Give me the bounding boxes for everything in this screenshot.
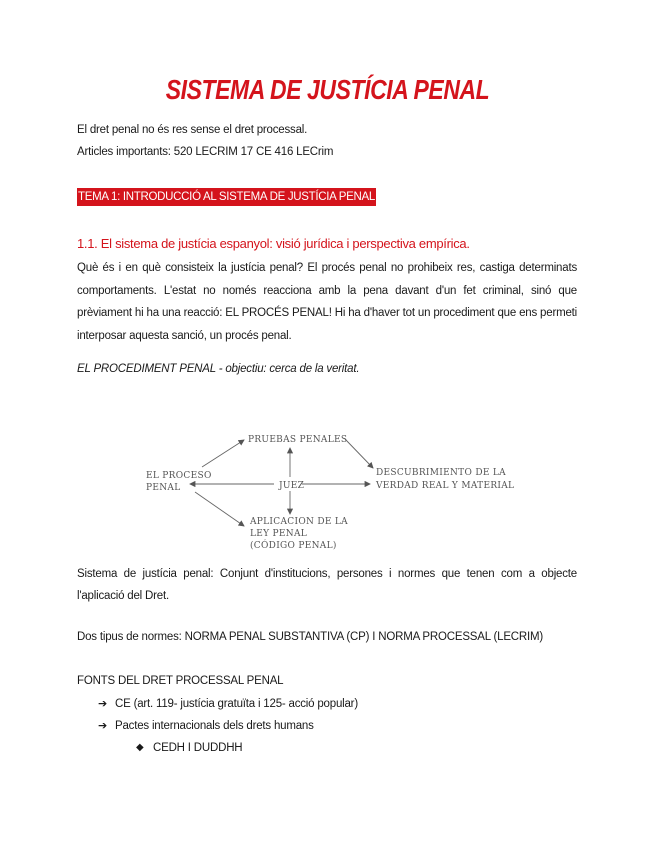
definition-paragraph: Sistema de justícia penal: Conjunt d'institucions, persones i normes que tenen com a objecte l'aplicació del Dret. — [77, 568, 577, 602]
label-proceso-1: EL PROCESO — [146, 471, 212, 481]
arrow-bullet-icon: ➔ — [98, 720, 108, 732]
arrow-pruebas-to-descubrimiento — [345, 439, 373, 468]
label-proceso-2: PENAL — [146, 483, 181, 493]
intro-line-2: Articles importants: 520 LECRIM 17 CE 416 LECrim — [77, 146, 334, 158]
label-descubrimiento-1: DESCUBRIMIENTO DE LA — [376, 468, 506, 478]
tema-1-heading: TEMA 1: INTRODUCCIÓ AL SISTEMA DE JUSTÍCIA PENAL — [77, 188, 376, 206]
diamond-bullet-icon: ◆ — [136, 742, 144, 753]
source-item-1: CE (art. 119- justícia gratuïta i 125- acció popular) — [115, 698, 358, 710]
intro-line-1: El dret penal no és res sense el dret processal. — [77, 124, 308, 136]
label-aplicacion-3: (CÓDIGO PENAL) — [250, 541, 337, 551]
arrow-proceso-to-pruebas — [202, 440, 244, 467]
section-1-1-paragraph: Què és i en què consisteix la justícia penal? El procés penal no prohibeix res, castiga determinats comportaments. L'estat no només reacciona amb la pena davant d'un fet criminal, sinó que prèviament hi ha una reacció: EL PROCÉS PENAL! Hi ha d'haver tot un procediment que ens permeti interposar aquesta sanció, un procés penal. — [77, 262, 577, 342]
norm-types: Dos tipus de normes: NORMA PENAL SUBSTANTIVA (CP) I NORMA PROCESSAL (LECRIM) — [77, 631, 543, 643]
source-item-2: Pactes internacionals dels drets humans — [115, 720, 314, 732]
section-1-1-heading: 1.1. El sistema de justícia espanyol: visió jurídica i perspectiva empírica. — [77, 236, 470, 251]
arrow-proceso-to-aplicacion — [195, 492, 244, 526]
page-title: SISTEMA DE JUSTÍCIA PENAL — [165, 74, 490, 105]
label-descubrimiento-2: VERDAD REAL Y MATERIAL — [376, 481, 515, 491]
arrow-bullet-icon: ➔ — [98, 698, 108, 710]
sources-heading: FONTS DEL DRET PROCESSAL PENAL — [77, 675, 284, 687]
label-aplicacion-1: APLICACION DE LA — [250, 517, 348, 527]
label-pruebas: PRUEBAS PENALES — [248, 435, 348, 445]
source-subitem-1: CEDH I DUDDHH — [153, 742, 243, 754]
label-aplicacion-2: LEY PENAL — [250, 529, 308, 539]
process-diagram — [140, 422, 520, 557]
label-juez: JUEZ — [279, 481, 305, 491]
procedure-note: EL PROCEDIMENT PENAL - objectiu: cerca de la veritat. — [77, 363, 360, 375]
